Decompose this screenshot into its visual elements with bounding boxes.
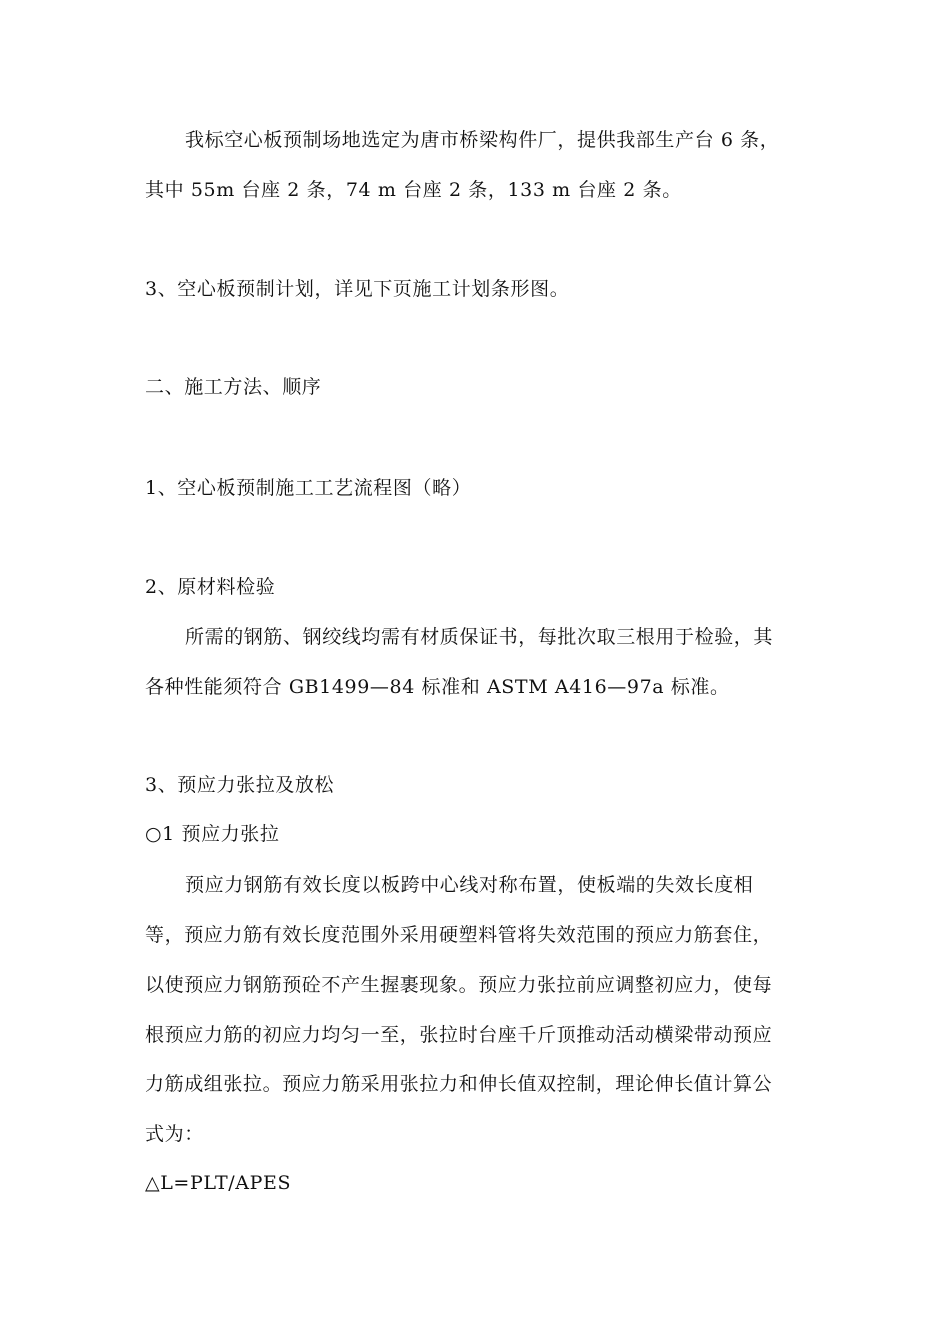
item-2-material-inspection: 2、原材料检验 (145, 576, 276, 598)
formula-elongation: △L=PLT/APES (145, 1172, 292, 1194)
paragraph-prestress-line-1: 预应力钢筋有效长度以板跨中心线对称布置，使板端的失效长度相 (185, 874, 754, 896)
paragraph-prestress-line-3: 以使预应力钢筋预砼不产生握裹现象。预应力张拉前应调整初应力，使每 (145, 974, 773, 996)
paragraph-prestress-line-5: 力筋成组张拉。预应力筋采用张拉力和伸长值双控制，理论伸长值计算公 (145, 1073, 773, 1095)
item-3-prefab-plan: 3、空心板预制计划，详见下页施工计划条形图。 (145, 278, 570, 300)
subitem-1-prestress-tension: ○1 预应力张拉 (145, 823, 280, 845)
paragraph-prestress-line-6: 式为： (145, 1123, 204, 1145)
paragraph-prestress-line-4: 根预应力筋的初应力均匀一至，张拉时台座千斤顶推动活动横梁带动预应 (145, 1024, 773, 1046)
paragraph-site-line-2: 其中 55m 台座 2 条，74 m 台座 2 条，133 m 台座 2 条。 (145, 179, 682, 201)
section-heading-construction-method: 二、施工方法、顺序 (145, 376, 322, 398)
paragraph-site-line-1: 我标空心板预制场地选定为唐市桥梁构件厂，提供我部生产台 6 条， (185, 129, 780, 151)
paragraph-material-line-2: 各种性能须符合 GB1499—84 标准和 ASTM A416—97a 标准。 (145, 676, 730, 698)
paragraph-prestress-line-2: 等，预应力筋有效长度范围外采用硬塑料管将失效范围的预应力筋套住， (145, 924, 773, 946)
item-1-process-flowchart: 1、空心板预制施工工艺流程图（略） (145, 477, 472, 499)
paragraph-material-line-1: 所需的钢筋、钢绞线均需有材质保证书，每批次取三根用于检验，其 (185, 626, 774, 648)
item-3-prestress-tension-release: 3、预应力张拉及放松 (145, 774, 335, 796)
